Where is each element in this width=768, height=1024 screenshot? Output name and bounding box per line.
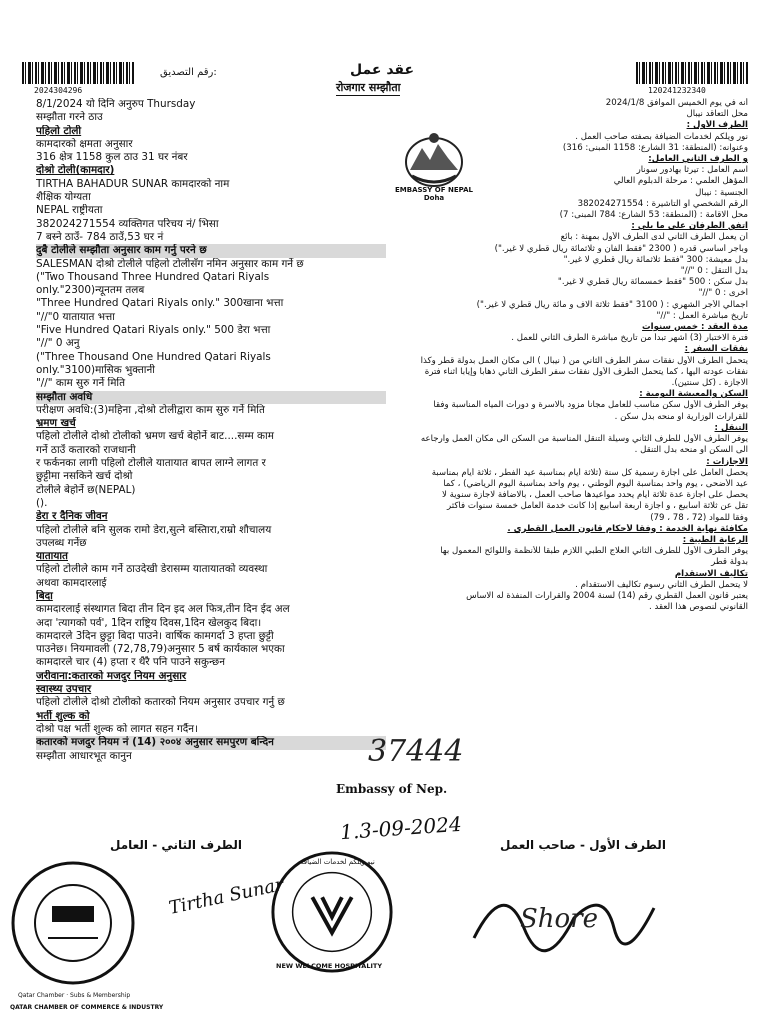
nepali-line: 8/1/2024 यो दिनि अनुरुप Thursday [36, 98, 196, 110]
nepali-line: उपलब्ध गर्नेछ [36, 536, 87, 549]
nepali-line: दुबै टोलीले सम्झौता अनुसार काम गर्नु परने छ [36, 244, 386, 257]
worker-signature: Tirtha Sunar [167, 874, 286, 919]
arabic-line: عيد الأضحى ، يوم واحد بمناسبة اليوم الوطني ، يوم واحد بمناسبة اليوم الرياضي) ، كما [443, 478, 748, 489]
arabic-line: يحصل العامل على اجازة رسمية كل سنة (ثلاثة أيام بمناسبة عيد الفطر ، ثلاثة أيام بمناسبة [431, 467, 748, 478]
nepali-column [36, 98, 386, 763]
nepali-line: टोलीले बेहोर्ने छ(NEPAL) [36, 483, 136, 496]
arabic-line: اتفق الطرفان على ما يلي : [631, 221, 748, 232]
nepali-line: दोश्रो पक्ष भर्ती शुल्क को लागत सहन गर्दैन। [36, 722, 198, 735]
arabic-line: لا يتحمل الطرف الثاني رسوم تكاليف الاستقدام . [575, 579, 748, 590]
arabic-column [398, 98, 748, 613]
employer-signature: Shore [520, 904, 599, 934]
chamber-seal [8, 858, 138, 988]
nepali-line: ("Two Thousand Three Hundred Qatari Riyals [36, 270, 270, 283]
arabic-line: نور ويلكم لخدمات الضيافة بصفته صاحب العمل . [575, 131, 748, 142]
nepali-line: यातायात [36, 550, 68, 563]
nepali-line: गर्ने ठाउँ कतारको राजधानी [36, 443, 136, 456]
arabic-line: الرقم الشخصي او التأشيرة : 382024271554 [577, 198, 748, 209]
arabic-line: يعتبر قانون العمل القطري رقم (14) لسنة 2004 والقرارات المنفذة له الاساس [466, 590, 748, 601]
nepali-line: परीक्षण अवधि:(3)महिना ,दोश्रो टोलीद्वारा काम सुरु गर्ने मिति [36, 403, 265, 416]
stamp-date: 1.3-09-2024 [339, 811, 463, 845]
embassy-name: EMBASSY OF NEPAL [395, 186, 473, 194]
nepali-line: स्वास्थ्य उपचार [36, 683, 92, 696]
nepali-line: पहिलो टोलीले काम गर्ने ठाउदेखी डेरासम्म यातायातको व्यवस्था [36, 563, 268, 576]
embassy-city: Doha [423, 194, 445, 202]
nepali-line: NEPAL राष्ट्रीयता [36, 204, 103, 217]
arabic-line: وفقا للمواد (72 ، 78 ، 79) [650, 512, 748, 523]
arabic-line: محل الاقامة : (المنطقة: 53 الشارع: 784 المبنى: 7) [559, 210, 748, 221]
arabic-line: المؤهل العلمي : مرحلة الدبلوم العالي [613, 176, 748, 187]
arabic-line: مدة العقد : خمس سنوات [642, 322, 748, 333]
nepali-line: पहिलो टोली [36, 124, 82, 137]
nepali-line: भ्रमण खर्च [36, 417, 76, 430]
arabic-line: الطرف الأول : [686, 120, 748, 131]
arabic-line: يحصل على اجازة عدة ثلاثة أيام يحدد مواعيدها صاحب العمل ، بالاضافة لاجازة سنوية لا [442, 490, 748, 501]
arabic-line: بدل التنقل : 0 "//" [680, 266, 748, 277]
nepali-line: सम्झौता गरने ठाउ [36, 111, 103, 124]
nepali-line: कामदारले चार (4) हप्ता र थैरै पनि पाउने सकुन्छन [36, 656, 225, 669]
barcode-right-number: 120241232340 [648, 86, 706, 95]
nepali-line: 7 बस्ने ठाउँ- 784 ठाउँ,53 घर नं [36, 230, 164, 243]
arabic-line: اجمالي الأجر الشهري : ( 3100 "فقط ثلاثة آلاف و مائة ريال قطري لا غير.") [476, 299, 748, 310]
nepali-line: कतारको मजदुर नियम नं (14) २००४ अनुसार समपुरण बन्दिन [36, 736, 386, 749]
arabic-line: تقل عن ثلاثة أسابيع ، و اجازة أربعة أسابيع إذا كانت خدمة العامل خمسة سنوات فأكثر [447, 501, 748, 512]
nepali-line: "//"0 यातायात भत्ता [36, 310, 115, 323]
nepali-line: only."2300)न्यूनतम तलब [36, 284, 145, 297]
nepali-line: कामदारको क्षमता अनुसार [36, 137, 133, 150]
nepali-line: दोश्रो टोली(कामदार) [36, 164, 115, 177]
nepali-line: डेरा र दैनिक जीवन [36, 510, 108, 523]
nepali-line: भर्ती शुल्क को [36, 709, 90, 722]
arabic-line: نفقات السفر : [684, 344, 748, 355]
barcode-left-number: 2024304296 [34, 86, 83, 95]
second-party-label: الطرف الثاني - العامل [110, 838, 242, 852]
arabic-line: أنه في يوم الخميس الموافق 2024/1/8 [605, 98, 748, 108]
arabic-line: بدل سكن : 500 "فقط خمسمائة ريال قطري لا غير." [557, 277, 748, 288]
nepali-line: कामदारलाई संस्थागत बिदा तीन दिन इद अल फित्र,तीन दिन ईद अल [36, 603, 290, 616]
arabic-line: القانوني لنصوص هذا العقد . [649, 602, 748, 613]
chamber-seal-text: QATAR CHAMBER OF COMMERCE & INDUSTRY [10, 1004, 164, 1011]
arabic-line: اسم العامل : تيرثا بهادور سونار [636, 165, 748, 176]
arabic-line: أخرى : 0 "//" [698, 288, 748, 299]
arabic-line: الاجازات : [706, 456, 748, 467]
nepali-line: (). [36, 496, 48, 509]
nepali-line: "Three Hundred Qatari Riyals only." 300खाना भत्ता [36, 297, 284, 310]
company-seal-en: NEW WELCOME HOSPITALITY [276, 962, 383, 970]
nepali-line: "Five Hundred Qatari Riyals only." 500 डेरा भत्ता [36, 324, 271, 337]
nepali-line: 316 क्षेत्र 1158 कुल ठाउ 31 घर नंबर [36, 151, 188, 164]
nepali-line: ("Three Thousand One Hundred Qatari Riyals [36, 350, 271, 363]
nepali-line: only."3100)मासिक भुक्तानी [36, 363, 155, 376]
first-party-label: الطرف الأول - صاحب العمل [500, 838, 666, 852]
nepali-line: 382024271554 व्यक्तिगत परिचय नं/ भिसा [36, 217, 219, 230]
nepali-line: "//" 0 अनु [36, 337, 80, 350]
arabic-line: تاريخ مباشرة العمل : "//" [656, 310, 748, 321]
company-seal-ar: نيو ويلكم لخدمات الضيافة [300, 858, 375, 866]
nepali-line: अदा 'त्यागको पर्व', 1दिन राष्ट्रिय दिवस,1दिन खेलकुद बिदा। [36, 616, 262, 629]
nepali-line: बिदा [36, 589, 53, 602]
chamber-seal-sub: Qatar Chamber · Subs & Membership [18, 992, 131, 999]
nepali-line: SALESMAN दोश्रो टोलीले पहिलो टोलीसँग नमिन अनुसार काम गर्ने छ [36, 257, 304, 270]
doc-number-label: رقم التصديق: [160, 67, 217, 78]
arabic-line: مكافئة نهاية الخدمة : وفقا لأحكام قانون العمل القطري . [507, 523, 748, 534]
nepali-line: पहिलो टोलीले दोश्रो टोलीको भ्रमण खर्च बेहोर्ने बाट....सम्म काम [36, 430, 274, 443]
arabic-line: فترة الاختبار (3) أشهر تبدأ من تاريخ مباشرة الطرف الثاني للعمل . [511, 333, 748, 344]
arabic-line: محل التعاقد نيبال [686, 109, 748, 120]
arabic-line: يتحمل الطرف الأول نفقات سفر الطرف الثاني من ( نيبال ) الى مكان العمل بدولة قطر وكذا [420, 355, 748, 366]
nepali-line: पहिलो टोलीले दोश्रो टोलीको कतारको नियम अनुसार उपचार गर्नु छ [36, 696, 285, 709]
arabic-line: للقرارات الوزارية او منحه بدل سكن . [614, 411, 748, 422]
arabic-line: الاجازة . (كل سنتين). [671, 378, 748, 389]
arabic-line: يوفر الطرف الأول للطرف الثاني وسيلة التنقل المناسبة من السكن الى مكان العمل وارجاعه [420, 434, 748, 445]
nepali-line: र फर्कनका लागी पहिलो टोलीले यातायात बापत लाग्ने लागत र [36, 457, 266, 470]
arabic-line: الجنسية : نيبال [695, 187, 748, 198]
arabic-line: بدولة قطر [711, 557, 748, 568]
arabic-line: السكن والمعيشة اليومية : [639, 389, 748, 400]
nepali-line: "//" काम सुरु गर्ने मिति [36, 377, 126, 390]
nepali-line: कामदारले 3दिन छुट्टा बिदा पाउने। वार्षिक कामगर्दा 3 हप्ता छुट्टी [36, 629, 274, 642]
barcode-left [22, 62, 134, 84]
arabic-line: نفقات عودته اليها ، كما يتحمل الطرف الأول نفقات سفر الطرف الثاني ذهابا وإيابا اثناء فترة [424, 366, 748, 377]
stamp-embassy: Embassy of Nep. [336, 782, 448, 796]
title-arabic: عقد عمل [350, 62, 415, 78]
arabic-line: و الطرف الثاني العامل: [648, 154, 748, 165]
nepali-line: छुट्टीमा नसकिने खर्च दोश्रो [36, 470, 133, 483]
nepali-line: शैक्षिक योग्यता [36, 191, 91, 204]
title-nepali: रोजगार सम्झौता [336, 81, 401, 94]
nepali-line: अथवा कामदारलाई [36, 576, 107, 589]
arabic-line: يوفر الطرف الأول سكن مناسب للعامل مجانا مزود بالاسرة و دورات المياه المناسبة وفقا [433, 400, 748, 411]
stamp-number: 37444 [368, 734, 464, 769]
arabic-line: وعنوانه: (المنطقة: 31 الشارع: 1158 المبنى: 316) [562, 142, 748, 153]
barcode-right [636, 62, 748, 84]
arabic-line: الرعاية الطبية : [682, 534, 748, 545]
arabic-line: يوفر الطرف الأول للطرف الثاني العلاج الطبي اللازم طبقا للأنظمة واللوائح المعمول بها [440, 546, 748, 557]
nepali-line: पहिलो टोलीले बनि सुलक रामो डेरा,सुत्ने बस्तिारा,राम्रो शौचालय [36, 523, 272, 536]
arabic-line: وبأجر أساسي قدره ( 2300 "فقط ألفان و ثلاثمائة ريال قطري لا غير.") [494, 243, 748, 254]
nepali-line: सम्झौता आधारभूत कानुन [36, 749, 132, 762]
company-seal [268, 848, 396, 976]
embassy-stamp [300, 730, 530, 845]
nepali-line: पाउनेछ। नियमावली (72,78,79)अनुसार 5 बर्ष कार्यकाल भएका [36, 643, 285, 656]
nepali-line: TIRTHA BAHADUR SUNAR कामदारको नाम [36, 177, 230, 190]
arabic-line: تكاليف الاستقدام [674, 568, 748, 579]
nepali-line: जरीवाना:कतारको मजदुर नियम अनुसार [36, 669, 187, 682]
arabic-line: الى السكن او منحه بدل التنقل . [634, 445, 748, 456]
arabic-line: أن يعمل الطرف الثاني لدى الطرف الأول بمهنة : بائع [560, 232, 748, 243]
arabic-line: بدل معيشة: 300 "فقط ثلاثمائة ريال قطري لا غير." [563, 254, 748, 265]
nepali-line: सम्झौता अवधि [36, 391, 386, 404]
arabic-line: التنقل : [714, 422, 748, 433]
